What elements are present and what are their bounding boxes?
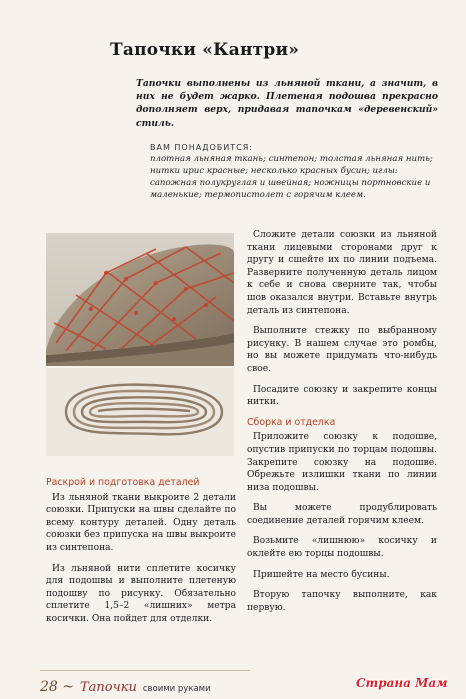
- right-column: [247, 229, 437, 622]
- materials-heading: ВАМ ПОНАДОБИТСЯ:: [150, 143, 253, 152]
- paragraph: Из льняной нити сплетите косичку для подошвы и выполните плетеную подошву по рисунку. Обязательно сплетите 1,5–2 «лишних» метра косички. Она пойдет для отделки.: [46, 563, 236, 624]
- footer-divider: [40, 670, 250, 671]
- section-heading-cutting: Раскрой и подготовка деталей: [46, 477, 200, 488]
- site-watermark: Страна Мам: [356, 676, 448, 690]
- left-column: [46, 471, 236, 634]
- paragraph: Вторую тапочку выполните, как первую.: [247, 590, 437, 613]
- section-heading-assembly: Сборка и отделка: [247, 416, 336, 428]
- paragraph: Выполните стежку по выбранному рисунку. В нашем случае это ромбы, но вы можете придумать что-нибудь свое.: [247, 326, 437, 374]
- paragraph: Сложите детали союзки из льняной ткани лицевыми сторонами друг к другу и сшейте их по линии подъема. Разверните полученную деталь лицом к себе и снова сверните так, чтобы шов оказался внутри. Вставьте внутрь деталь из синтепона.: [247, 230, 437, 316]
- paragraph: Возьмите «лишнюю» косичку и оклейте ею торцы подошвы.: [247, 536, 437, 560]
- paragraph: Приложите союзку к подошве, опустив припуски по торцам подошвы. Закрепите союзку на подошве. Обрежьте излишки ткани по линии низа подошвы.: [247, 432, 437, 493]
- intro-paragraph: Тапочки выполнены из льняной ткани, а значит, в них не будет жарко. Плетеная подошва прекрасно дополняет верх, придавая тапочкам «деревенский» стиль.: [136, 78, 438, 129]
- materials-list: плотная льняная ткань; синтепон; толстая льняная нить; нитки ирис красные; несколько красных бусин; иглы: сапожная полукруглая и швейная; ножницы портновские и маленькие; термопистолет с горячим клеем.: [150, 154, 433, 201]
- page-number: 28 ~: [40, 679, 74, 695]
- paragraph: Посадите союзку и закрепите концы нитки.: [247, 384, 437, 408]
- paragraph: Вы можете продублировать соединение деталей горячим клеем.: [247, 503, 437, 526]
- paragraph: Из льняной ткани выкроите 2 детали союзки. Припуски на швы сделайте по всему контуру деталей. Одну деталь союзки без припуска на швы выкроите из синтепона.: [46, 492, 236, 553]
- braided-sole-photo: [46, 368, 234, 456]
- magazine-name: Тапочки: [80, 680, 137, 695]
- page-title: Тапочки «Кантри»: [110, 40, 300, 60]
- slipper-upper-photo: [46, 233, 234, 366]
- page-footer: [40, 679, 211, 695]
- paragraph: Пришейте на место бусины.: [253, 569, 390, 580]
- magazine-subtitle: своими руками: [142, 684, 211, 694]
